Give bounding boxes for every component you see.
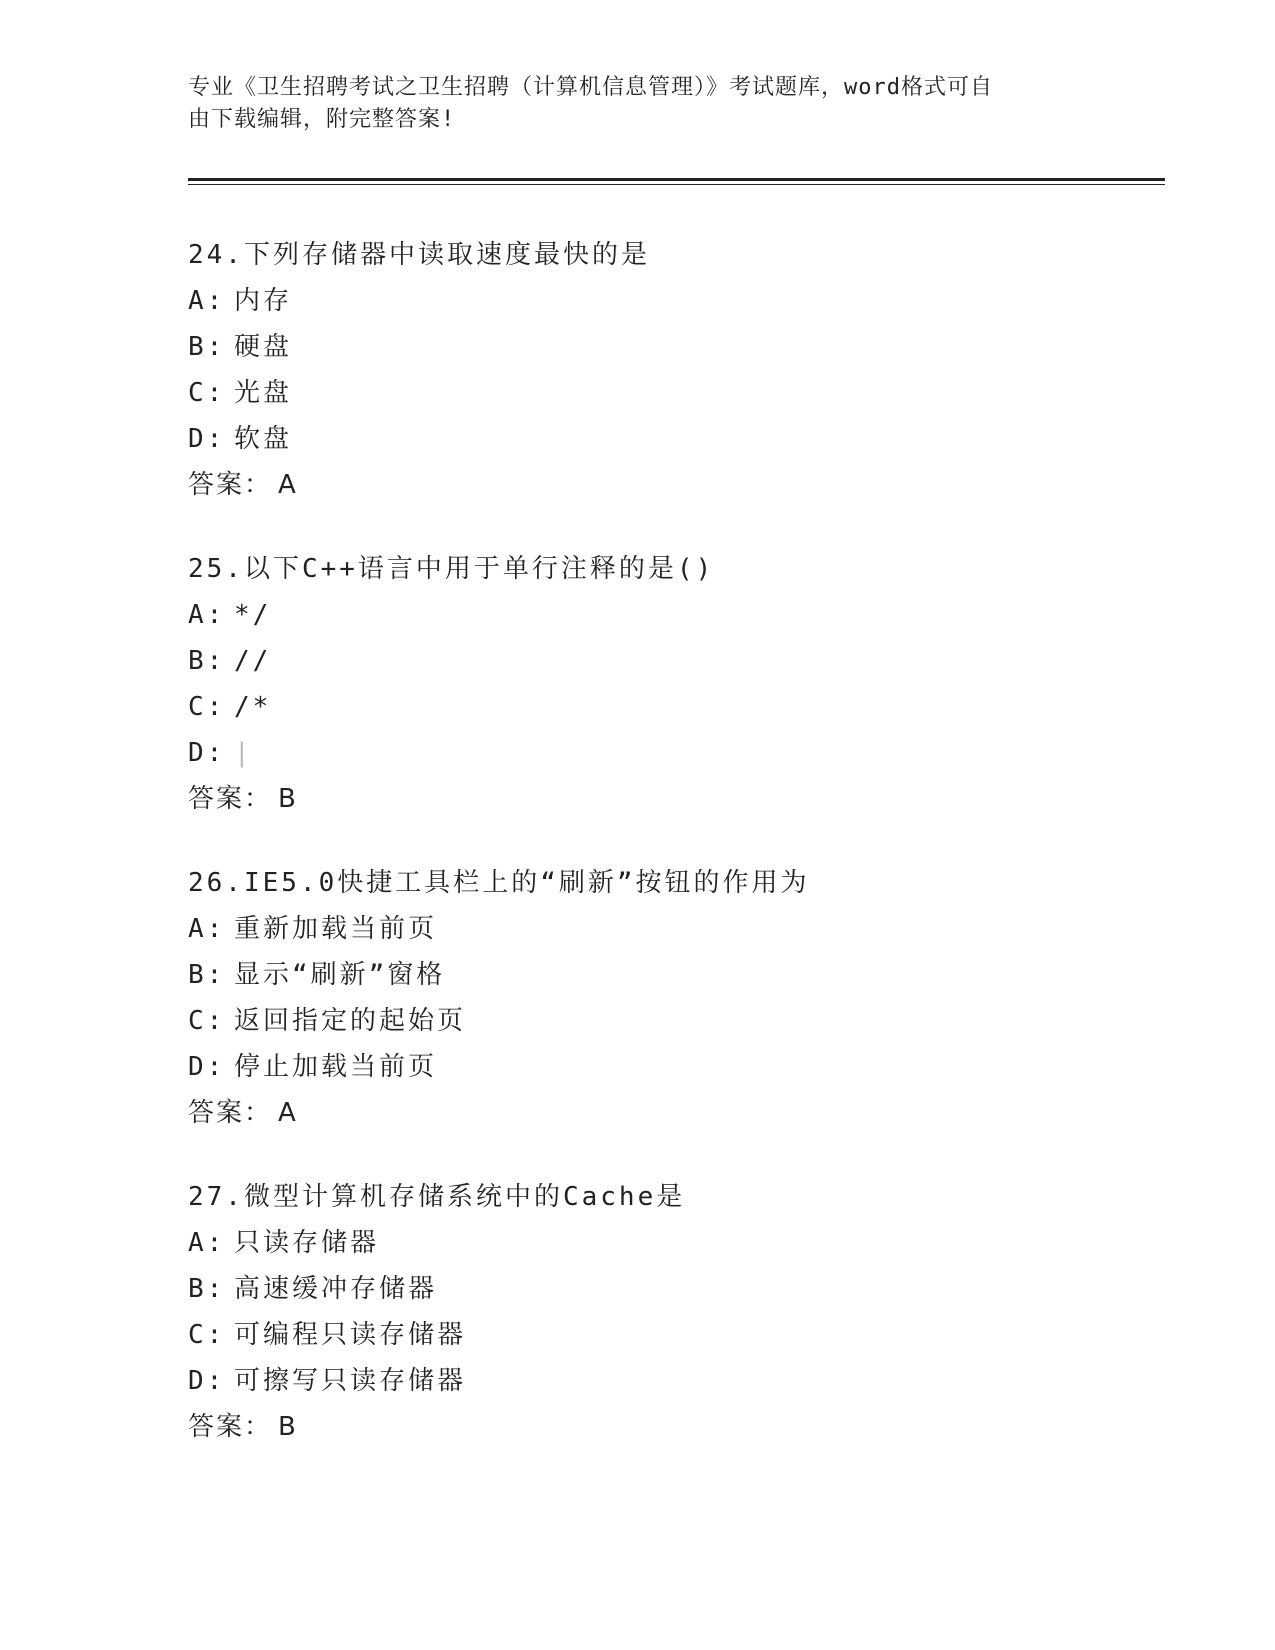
header-divider-thin bbox=[188, 184, 1165, 185]
option-a bbox=[188, 592, 1165, 638]
answer-line bbox=[188, 1404, 1165, 1450]
answer-label: 答案： bbox=[188, 784, 273, 814]
question-stem: 26.IE5.0快捷工具栏上的“刷新”按钮的作用为 bbox=[188, 868, 810, 898]
question-stem: 25.以下C++语言中用于单行注释的是() bbox=[188, 554, 715, 584]
option-letter: D: bbox=[188, 424, 226, 454]
option-text: 高速缓冲存储器 bbox=[234, 1274, 438, 1304]
header-line-1: 专业《卫生招聘考试之卫生招聘（计算机信息管理）》考试题库，word格式可自 bbox=[188, 75, 993, 100]
option-b bbox=[188, 324, 1165, 370]
option-text: 内存 bbox=[234, 286, 293, 316]
option-d bbox=[188, 1044, 1165, 1090]
option-c bbox=[188, 998, 1165, 1044]
header-line-2: 由下载编辑，附完整答案! bbox=[188, 107, 456, 132]
question-26 bbox=[188, 860, 1165, 1136]
option-text: 硬盘 bbox=[234, 332, 293, 362]
answer-line bbox=[188, 462, 1165, 508]
answer-value: B bbox=[278, 784, 298, 814]
option-b bbox=[188, 952, 1165, 998]
answer-value: A bbox=[278, 1098, 298, 1128]
option-text: 返回指定的起始页 bbox=[234, 1006, 467, 1036]
option-letter: C: bbox=[188, 378, 226, 408]
option-c bbox=[188, 370, 1165, 416]
option-letter: A: bbox=[188, 600, 226, 630]
option-text: 软盘 bbox=[234, 424, 293, 454]
question-25 bbox=[188, 546, 1165, 822]
option-letter: B: bbox=[188, 332, 226, 362]
answer-label: 答案： bbox=[188, 1098, 273, 1128]
option-letter: A: bbox=[188, 286, 226, 316]
option-letter: A: bbox=[188, 914, 226, 944]
option-text: 停止加载当前页 bbox=[234, 1052, 438, 1082]
option-letter: B: bbox=[188, 646, 226, 676]
option-text: 可擦写只读存储器 bbox=[234, 1366, 467, 1396]
option-text: 光盘 bbox=[234, 378, 293, 408]
option-b bbox=[188, 1266, 1165, 1312]
option-letter: D: bbox=[188, 738, 226, 768]
option-c bbox=[188, 684, 1165, 730]
option-letter: B: bbox=[188, 960, 226, 990]
option-d bbox=[188, 416, 1165, 462]
question-list bbox=[188, 232, 1165, 1488]
option-text: /* bbox=[234, 692, 272, 722]
option-a bbox=[188, 278, 1165, 324]
question-24 bbox=[188, 232, 1165, 508]
option-letter: C: bbox=[188, 1320, 226, 1350]
option-text: */ bbox=[234, 600, 272, 630]
option-text: 只读存储器 bbox=[234, 1228, 380, 1258]
question-stem: 27.微型计算机存储系统中的Cache是 bbox=[188, 1182, 686, 1212]
header-divider-thick bbox=[188, 178, 1165, 181]
answer-label: 答案： bbox=[188, 470, 273, 500]
option-text: 显示“刷新”窗格 bbox=[234, 960, 446, 990]
option-text: 可编程只读存储器 bbox=[234, 1320, 467, 1350]
option-b bbox=[188, 638, 1165, 684]
answer-line bbox=[188, 776, 1165, 822]
option-d bbox=[188, 730, 1165, 776]
answer-value: A bbox=[278, 470, 298, 500]
option-text: | bbox=[234, 738, 253, 768]
answer-value: B bbox=[278, 1412, 298, 1442]
answer-label: 答案： bbox=[188, 1412, 273, 1442]
option-letter: A: bbox=[188, 1228, 226, 1258]
option-c bbox=[188, 1312, 1165, 1358]
document-header bbox=[188, 72, 1068, 136]
answer-line bbox=[188, 1090, 1165, 1136]
option-text: // bbox=[234, 646, 272, 676]
option-a bbox=[188, 1220, 1165, 1266]
question-27 bbox=[188, 1174, 1165, 1450]
option-letter: B: bbox=[188, 1274, 226, 1304]
option-a bbox=[188, 906, 1165, 952]
option-d bbox=[188, 1358, 1165, 1404]
option-text: 重新加载当前页 bbox=[234, 914, 438, 944]
option-letter: C: bbox=[188, 692, 226, 722]
option-letter: D: bbox=[188, 1052, 226, 1082]
option-letter: D: bbox=[188, 1366, 226, 1396]
question-stem: 24.下列存储器中读取速度最快的是 bbox=[188, 240, 650, 270]
option-letter: C: bbox=[188, 1006, 226, 1036]
